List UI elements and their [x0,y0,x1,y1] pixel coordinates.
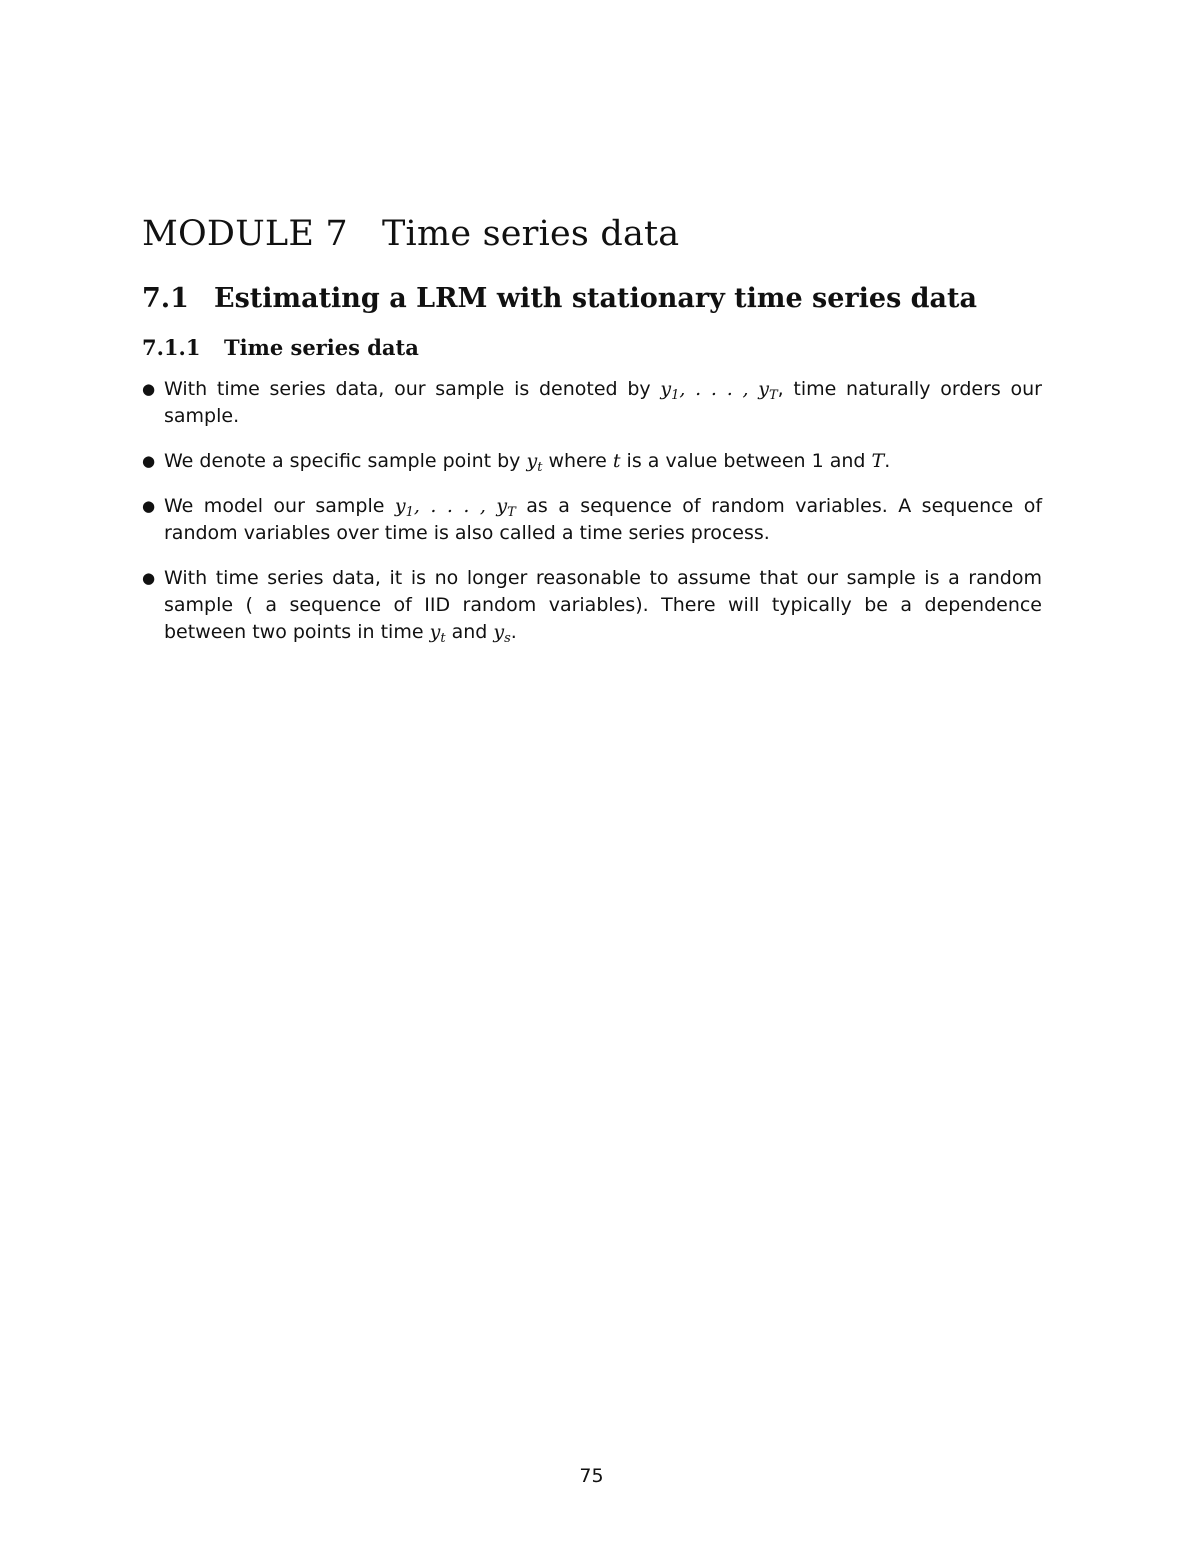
section-title: Estimating a LRM with stationary time series data [214,283,978,314]
bullet-item: ● We denote a specific sample point by $y_t$ where t is a value between 1 and T. [142,450,891,475]
bullet-icon: ● [142,569,156,587]
math-expression: $y_1$, . . . , $y_T$ [394,495,516,520]
module-heading [142,212,1042,256]
bullet-item: ● With time series data, our sample is denoted by $y_1$, . . . , $y_T$, time naturally orders our sample. [142,378,1042,427]
subsection-heading [142,334,1042,362]
bullet-icon: ● [142,497,156,515]
math-variable: t [612,450,621,472]
section-number: 7.1 [142,283,189,314]
section-heading [142,282,1042,316]
subsection-number: 7.1.1 [142,335,201,360]
page-number: 75 [579,1465,604,1487]
bullet-item: ● We model our sample $y_1$, . . . , $y_T$ as a sequence of random variables. A sequence of random variables over time is also called a time series process. [142,495,1043,544]
subsection-title: Time series data [224,335,419,360]
bullet-list [142,376,1042,646]
bullet-item: ● With time series data, it is no longer reasonable to assume that our sample is a random sample ( a sequence of IID random variables). There will typically be a dependence between two points in time $y_t$ and $y_s$. [142,567,1042,646]
module-title: Time series data [382,214,680,254]
math-expression: $y_t$ [526,450,543,475]
math-expression: $y_1$, . . . , $y_T$ [660,378,778,403]
bullet-icon: ● [142,380,156,398]
math-expression: $y_t$ [429,621,446,646]
math-expression: $y_s$ [493,621,511,646]
page-content [142,212,1042,664]
module-number: MODULE 7 [142,214,348,254]
math-variable: T [871,450,885,472]
bullet-icon: ● [142,452,156,470]
